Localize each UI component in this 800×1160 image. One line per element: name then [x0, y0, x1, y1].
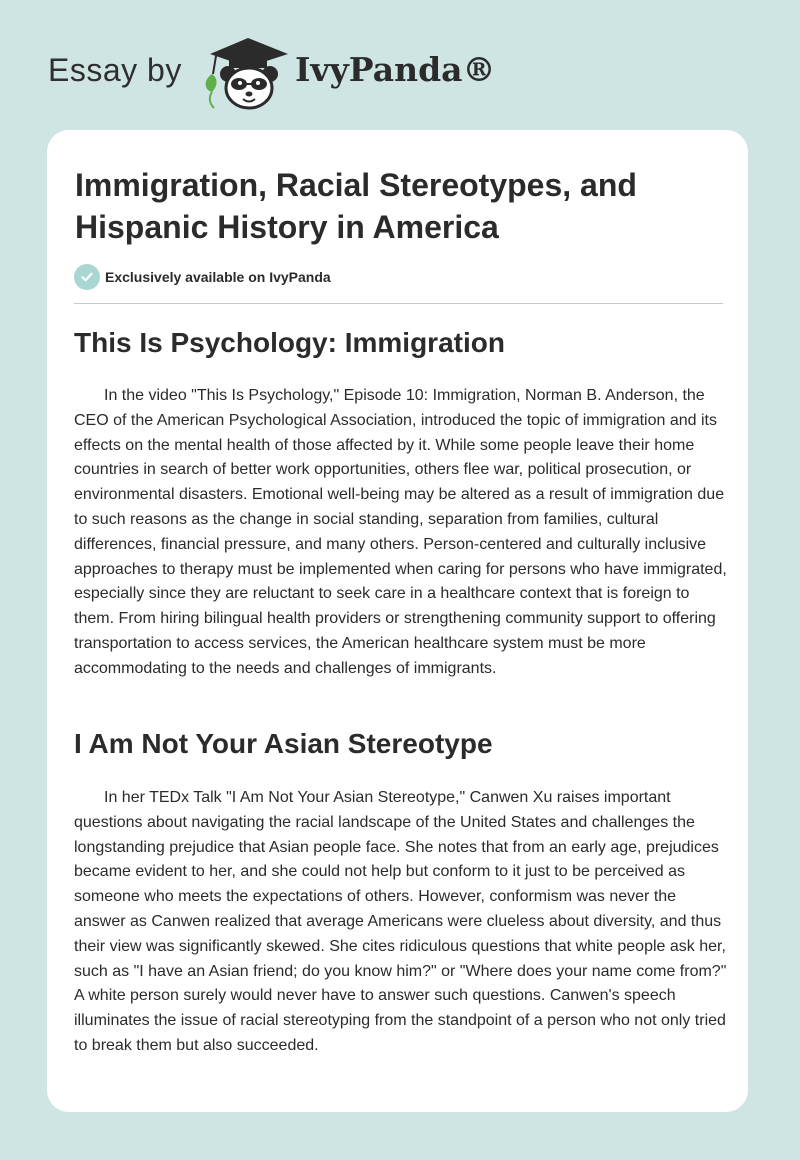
check-circle-icon — [74, 264, 100, 290]
section-heading: This Is Psychology: Immigration — [74, 327, 505, 358]
site-header — [0, 0, 800, 130]
brand-name[interactable]: IvyPanda® — [295, 50, 496, 89]
section-heading: I Am Not Your Asian Stereotype — [74, 728, 493, 759]
essay-card — [47, 130, 748, 1112]
exclusive-badge — [74, 263, 331, 291]
section-paragraph: In the video "This Is Psychology," Episode 10: Immigration, Norman B. Anderson, the CEO of the American Psychological Association, introduced the topic of immigration and its effects on the mental health of those affected by it. While some people leave their home countries in search of better work opportunities, others flee war, political prosecution, or environmental disasters. Emotional well-being may be altered as a result of immigration due to such reasons as the change in social standing, separation from families, cultural differences, financial pressure, and many others. Person-centered and culturally inclusive approaches to therapy must be implemented when caring for persons who have immigrated, especially since they are reluctant to seek care in a healthcare context that is foreign to them. From hiring bilingual health providers or strengthening community support to offering transportation to access services, the American healthcare system must be more accommodating to the needs and challenges of immigrants. — [74, 387, 727, 677]
panda-graduation-cap-icon[interactable] — [198, 34, 292, 112]
section-paragraph: In her TEDx Talk "I Am Not Your Asian Stereotype," Canwen Xu raises important questions about navigating the racial landscape of the United States and challenges the longstanding prejudice that Asian people face. She notes that from an early age, prejudices became evident to her, and she could not help but conform to it just to be perceived as someone who meets the expectations of others. However, conformism was never the answer as Canwen realized that average Americans were clueless about diversity, and thus their view was significantly skewed. She cites ridiculous questions that white people ask her, such as "I have an Asian friend; do you know him?" or "Where does your name come from?" A white person surely would never have to answer such questions. Canwen's speech illuminates the issue of racial stereotyping from the standpoint of a person who not only tried to break them but also succeeded. — [74, 789, 727, 1054]
divider — [74, 303, 723, 304]
brand-prefix: Essay by — [48, 52, 182, 88]
page-title: Immigration, Racial Stereotypes, and Hispanic History in America — [75, 167, 637, 245]
badge-label: Exclusively available on IvyPanda — [105, 269, 331, 285]
